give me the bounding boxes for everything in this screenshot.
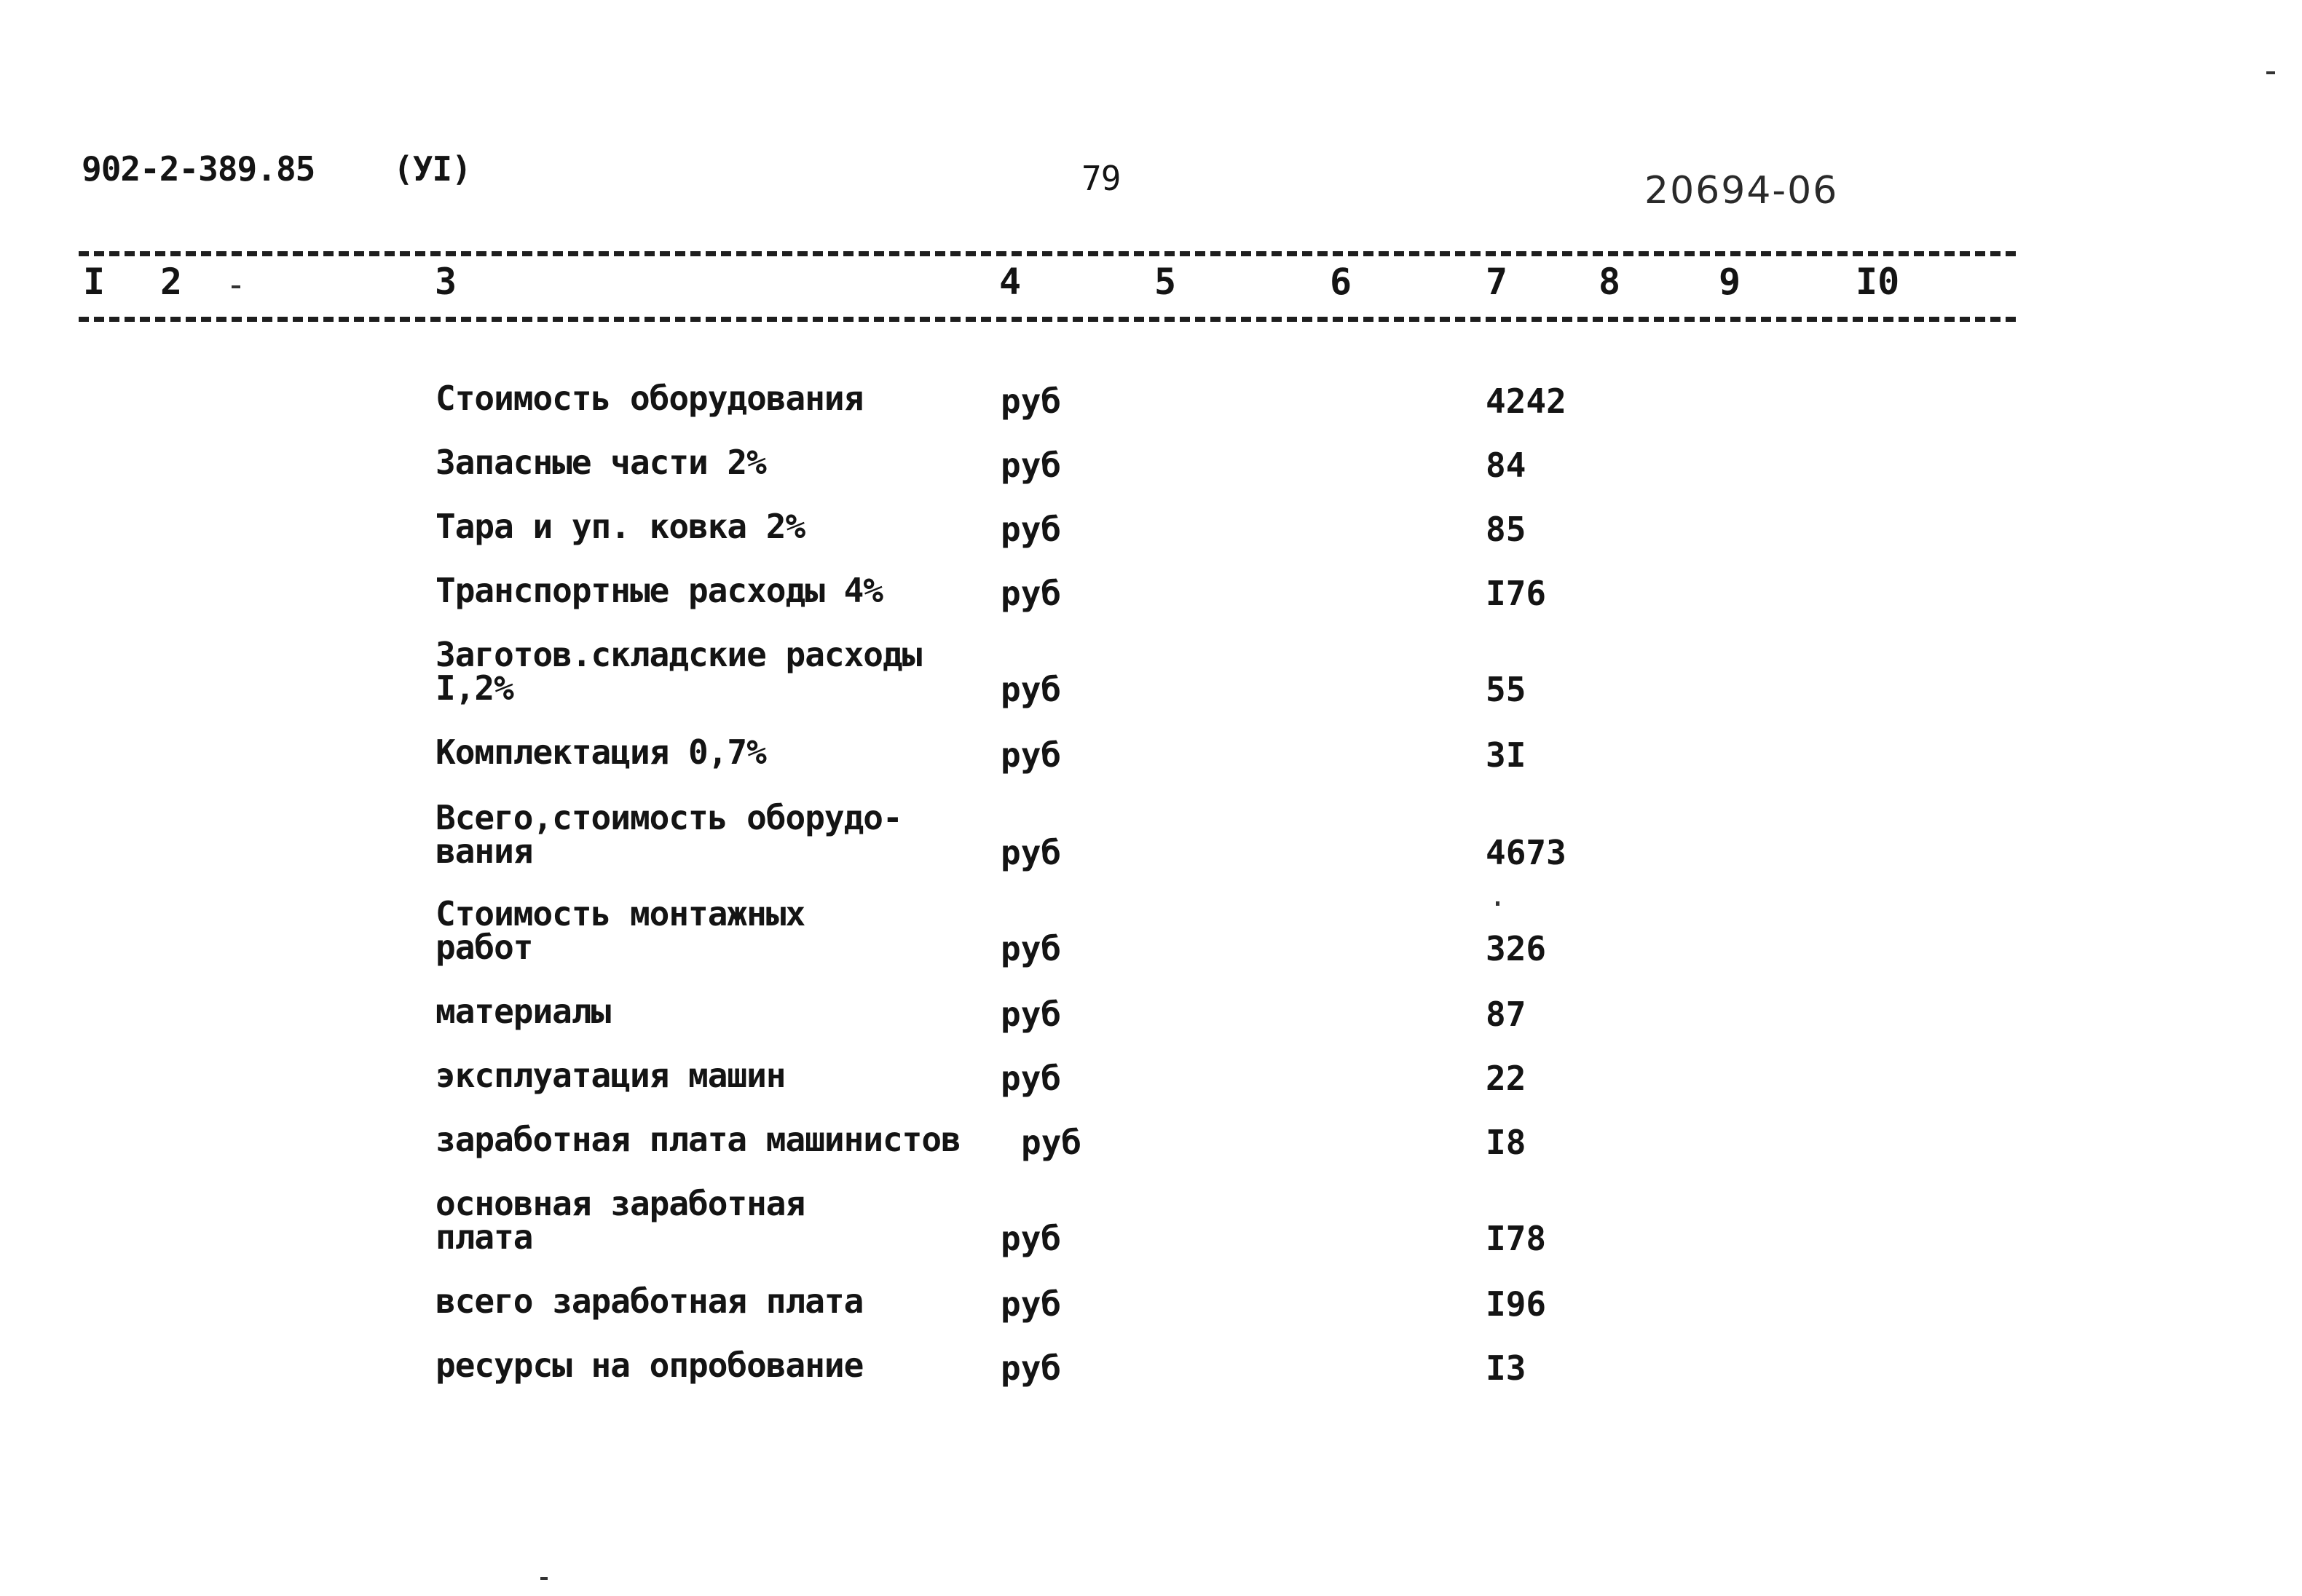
row-label: эксплуатация машин [435, 1056, 786, 1095]
column-number-5: 5 [1154, 261, 1177, 303]
row-value: 55 [1486, 670, 1526, 709]
row-label: заработная плата машинистов [435, 1120, 961, 1159]
row-unit: руб [1021, 1123, 1082, 1162]
header-bottom-rule [79, 317, 2016, 322]
document-code: 902-2-389.85 [82, 149, 315, 189]
row-unit: руб [1001, 1059, 1062, 1098]
row-value: I78 [1486, 1219, 1547, 1258]
row-unit: руб [1001, 382, 1062, 421]
row-unit: руб [1001, 833, 1062, 872]
row-value: 4242 [1486, 382, 1566, 421]
row-label: всего заработная плата [435, 1281, 864, 1321]
column-number-10: I0 [1856, 261, 1900, 303]
row-value: 84 [1486, 446, 1526, 485]
row-value: 326 [1486, 929, 1547, 968]
column-number-6: 6 [1330, 261, 1352, 303]
scan-speck [2266, 71, 2275, 74]
row-unit: руб [1001, 670, 1062, 709]
row-value: I8 [1486, 1123, 1526, 1162]
column-number-1: I [83, 261, 106, 303]
row-label: Тара и уп. ковка 2% [435, 507, 805, 546]
row-unit: руб [1001, 1284, 1062, 1324]
row-unit: руб [1001, 995, 1062, 1034]
row-label: Запасные части 2% [435, 443, 766, 482]
row-unit: руб [1001, 929, 1062, 968]
column-number-9: 9 [1719, 261, 1741, 303]
row-unit: руб [1001, 510, 1062, 549]
column-number-8: 8 [1599, 261, 1621, 303]
row-value: I3 [1486, 1348, 1526, 1388]
row-label: Стоимость оборудования [435, 379, 864, 418]
row-unit: руб [1001, 574, 1062, 613]
row-label: Стоимость монтажных работ [435, 894, 805, 967]
row-label: Комплектация 0,7% [435, 732, 766, 772]
row-unit: руб [1001, 1348, 1062, 1388]
row-label: Всего,стоимость оборудо- вания [435, 798, 902, 871]
row-unit: руб [1001, 1219, 1062, 1258]
row-value: 87 [1486, 995, 1526, 1034]
row-value: 3I [1486, 735, 1526, 775]
row-value: I96 [1486, 1284, 1547, 1324]
scan-speck [1496, 901, 1499, 906]
archive-number: 20694-06 [1644, 169, 1839, 213]
header-top-rule [79, 251, 2016, 256]
row-unit: руб [1001, 735, 1062, 775]
row-value: 4673 [1486, 833, 1566, 872]
page-number: 79 [1081, 159, 1121, 198]
column-number-4: 4 [999, 261, 1022, 303]
row-unit: руб [1001, 446, 1062, 485]
section-number: (УI) [393, 149, 471, 189]
row-value: I76 [1486, 574, 1547, 613]
row-label: материалы [435, 992, 611, 1031]
row-label: основная заработная плата [435, 1184, 805, 1257]
row-value: 22 [1486, 1059, 1526, 1098]
scan-speck [232, 285, 240, 288]
row-value: 85 [1486, 510, 1526, 549]
row-label: Транспортные расходы 4% [435, 571, 883, 610]
column-number-2: 2 [160, 261, 183, 303]
column-number-7: 7 [1486, 261, 1508, 303]
row-label: ресурсы на опробование [435, 1346, 864, 1385]
row-label: Заготов.складские расходы I,2% [435, 635, 922, 708]
column-number-3: 3 [435, 261, 457, 303]
scan-speck [540, 1577, 548, 1580]
